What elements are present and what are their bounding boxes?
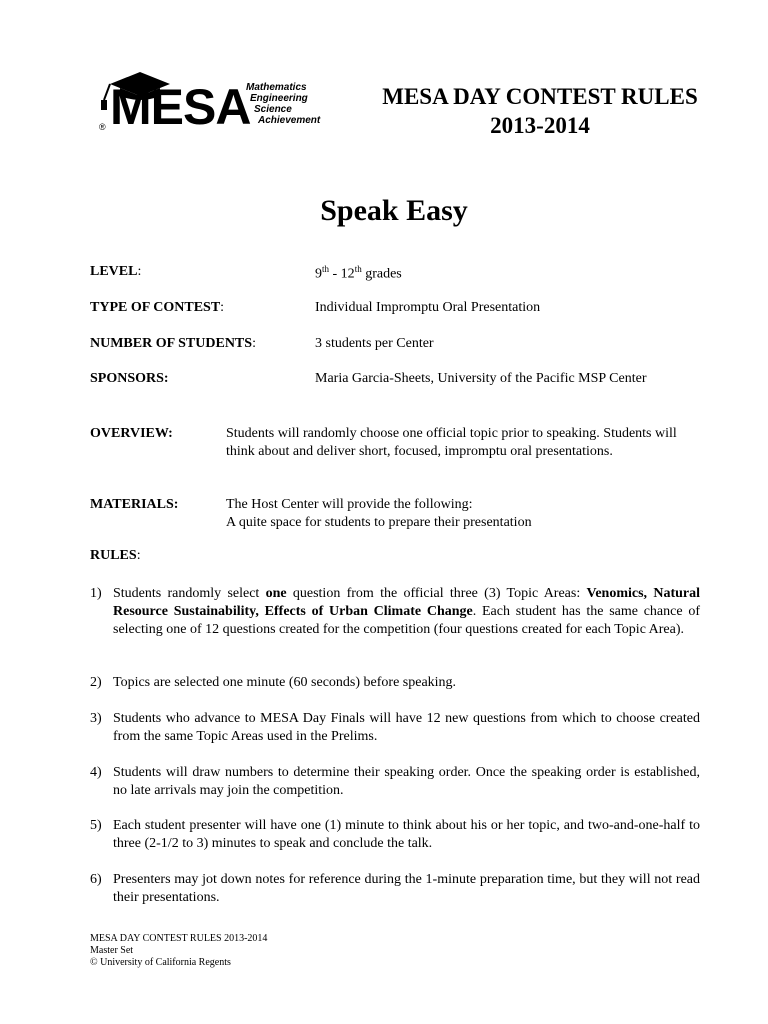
logo-wordmark: MESA bbox=[110, 79, 251, 135]
rules-heading: RULES: bbox=[90, 548, 141, 563]
page-title: Speak Easy bbox=[320, 194, 468, 227]
students-label: NUMBER OF STUDENTS: bbox=[90, 336, 256, 351]
rule-text: Each student presenter will have one (1) minute to think about his or her topic, and two-and-one-half to three (2-1/2 to 3) minutes to speak and conclude the talk. bbox=[113, 818, 700, 851]
rule-number: 2) bbox=[90, 675, 102, 690]
type-value: Individual Impromptu Oral Presentation bbox=[315, 300, 541, 315]
rule-text: Students randomly select one question from the official three (3) Topic Areas: Venomics, Natural Resource Sustainability, Effects of Urban Climate Change. Each student has the same chance of selecting one of 12 questions created for the competition (four questions created for each Topic Area). bbox=[113, 586, 700, 637]
header-title bbox=[340, 82, 740, 140]
level-label: LEVEL: bbox=[90, 264, 142, 279]
rule-item-5 bbox=[90, 817, 700, 853]
rule-text: Presenters may jot down notes for reference during the 1-minute preparation time, but they will not read their presentations. bbox=[113, 872, 700, 905]
students-value: 3 students per Center bbox=[315, 336, 434, 351]
logo-tagline bbox=[246, 82, 346, 126]
rule-item-1 bbox=[90, 585, 700, 639]
materials-label: MATERIALS: bbox=[90, 497, 179, 512]
footer-line1: MESA DAY CONTEST RULES 2013-2014 bbox=[90, 933, 268, 944]
materials-line2: A quite space for students to prepare their presentation bbox=[226, 515, 532, 530]
overview-text: Students will randomly choose one official topic prior to speaking. Students will think about and deliver short, focused, impromptu oral presentations. bbox=[226, 426, 677, 459]
rule-item-3 bbox=[90, 710, 700, 746]
rule-number: 1) bbox=[90, 586, 102, 601]
footer-line2: Master Set bbox=[90, 945, 134, 956]
rule-item-4 bbox=[90, 764, 700, 800]
page-footer bbox=[90, 933, 267, 969]
rule-text: Students will draw numbers to determine their speaking order. Once the speaking order is established, no late arrivals may join the competition. bbox=[113, 765, 700, 798]
footer-line3: © University of California Regents bbox=[90, 957, 231, 968]
mesa-logo bbox=[96, 70, 336, 138]
rule-number: 4) bbox=[90, 765, 102, 780]
type-label: TYPE OF CONTEST: bbox=[90, 300, 225, 315]
rule-number: 3) bbox=[90, 711, 102, 726]
overview-label: OVERVIEW: bbox=[90, 426, 173, 441]
header-title-line1: MESA DAY CONTEST RULES bbox=[382, 84, 698, 109]
rule-text: Topics are selected one minute (60 seconds) before speaking. bbox=[113, 675, 457, 690]
header-title-line2: 2013-2014 bbox=[490, 113, 590, 138]
sponsors-label: SPONSORS: bbox=[90, 371, 169, 386]
rule-item-2 bbox=[90, 674, 700, 692]
rule-text: Students who advance to MESA Day Finals will have 12 new questions from which to choose created from the same Topic Areas used in the Prelims. bbox=[113, 711, 700, 744]
rule-item-6 bbox=[90, 871, 700, 907]
rule-number: 6) bbox=[90, 872, 102, 887]
materials-text bbox=[226, 496, 700, 532]
registered-mark: ® bbox=[99, 122, 106, 132]
level-value: 9th - 12th grades bbox=[315, 264, 402, 282]
logo-line-mathematics: Mathematics bbox=[246, 82, 307, 93]
sponsors-value: Maria Garcia-Sheets, University of the Pacific MSP Center bbox=[315, 371, 647, 386]
logo-line-science: Science bbox=[254, 104, 292, 115]
logo-line-achievement: Achievement bbox=[258, 115, 321, 126]
rule-number: 5) bbox=[90, 818, 102, 833]
logo-line-engineering: Engineering bbox=[250, 93, 308, 104]
materials-line1: The Host Center will provide the following: bbox=[226, 497, 473, 512]
